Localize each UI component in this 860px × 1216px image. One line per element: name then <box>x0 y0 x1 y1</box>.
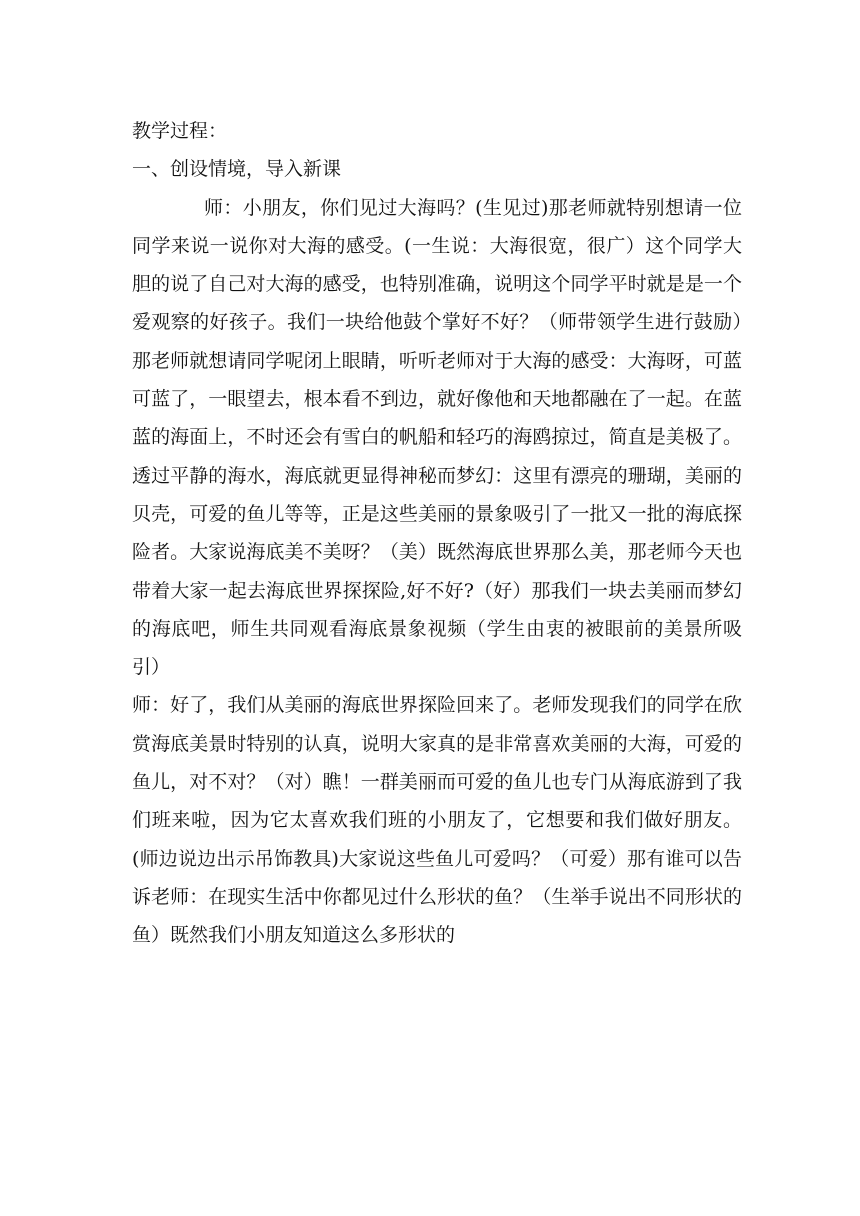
paragraph-intro: 师：小朋友，你们见过大海吗？(生见过)那老师就特别想请一位同学来说一说你对大海的感受。(一生说：大海很宽，很广）这个同学大胆的说了自己对大海的感受，也特别准确，说明这个同学平时就是是一个爱观察的好孩子。我们一块给他鼓个掌好不好？（师带领学生进行鼓励） 那老师就想请同学呢闭上眼睛，听听老师对于大海的感受：大海呀，可蓝可蓝了，一眼望去，根本看不到边，就好像他和天地都融在了一起。在蓝蓝的海面上，不时还会有雪白的帆船和轻巧的海鸥掠过，简直是美极了。透过平静的海水，海底就更显得神秘而梦幻：这里有漂亮的珊瑚，美丽的贝壳，可爱的鱼儿等等，正是这些美丽的景象吸引了一批又一批的海底探险者。大家说海底美不美呀？（美）既然海底世界那么美，那老师今天也带着大家一起去海底世界探探险,好不好?（好）那我们一块去美丽而梦幻的海底吧，师生共同观看海底景象视频（学生由衷的被眼前的美景所吸引） <box>132 196 781 679</box>
section-title: 一、创设情境，导入新课 <box>132 158 342 181</box>
paragraph-fish: 师：好了，我们从美丽的海底世界探险回来了。老师发现我们的同学在欣赏海底美景时特别的认真，说明大家真的是非常喜欢美丽的大海，可爱的鱼儿，对不对？（对）瞧！一群美丽而可爱的鱼儿也专门从海底游到了我们班来啦，因为它太喜欢我们班的小朋友了，它想要和我们做好朋友。(师边说边出示吊饰教具)大家说这些鱼儿可爱吗？（可爱）那有谁可以告诉老师：在现实生活中你都见过什么形状的鱼？（生举手说出不同形状的鱼）既然我们小朋友知道这么多形状的 <box>132 694 742 947</box>
heading-teaching-process: 教学过程： <box>132 120 228 142</box>
document-body <box>132 112 781 955</box>
